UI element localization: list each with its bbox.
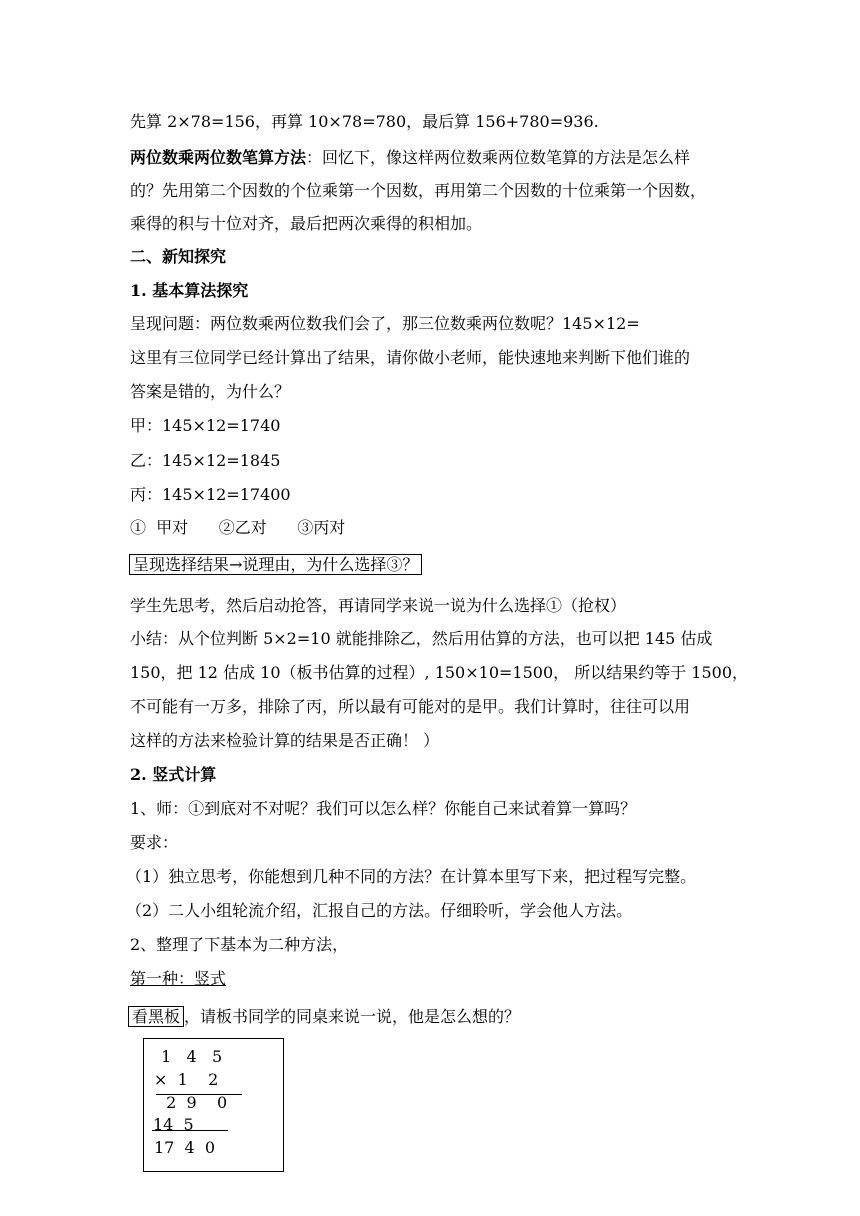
text-span: ：回忆下，像这样两位数乘两位数笔算的方法是怎么样	[306, 148, 691, 167]
boxed-text: 看黑板	[128, 1006, 184, 1027]
underlined-label: 第一种：竖式	[130, 969, 227, 988]
bold-term: 两位数乘两位数笔算方法	[130, 148, 307, 167]
text-line: （2）二人小组轮流介绍，汇报自己的方法。仔细聆听，学会他人方法。	[126, 901, 633, 920]
text-line: 2、整理了下基本为二种方法，	[130, 935, 349, 954]
calc-row: 17 4 0	[154, 1138, 216, 1157]
text-line: 150，把 12 估成 10（板书估算的过程）, 150×10=1500， 所以结果约等于 1500，	[130, 663, 749, 682]
text-line: 1、师：①到底对不对呢？我们可以怎么样？你能自己来试着算一算吗？	[130, 799, 637, 818]
text-line: 小结：从个位判断 5×2=10 就能排除乙，然后用估算的方法，也可以把 145 估成	[130, 629, 713, 648]
section-heading: 二、新知探究	[130, 247, 227, 266]
text-line: 不可能有一万多，排除了丙，所以最有可能对的是甲。我们计算时，往往可以用	[130, 697, 691, 716]
calc-row: × 1 2	[154, 1070, 219, 1089]
text-line: 呈现问题：两位数乘两位数我们会了，那三位数乘两位数呢？145×12=	[130, 314, 640, 333]
boxed-note	[129, 554, 422, 576]
answer-line: 乙：145×12=1845	[130, 451, 281, 470]
text-line	[128, 1006, 520, 1028]
text-line: 答案是错的，为什么？	[130, 382, 291, 401]
text-line: 这样的方法来检验计算的结果是否正确！ ）	[130, 731, 440, 750]
answer-line: 丙：145×12=17400	[130, 485, 291, 504]
answer-line: 甲：145×12=1740	[130, 416, 281, 435]
calc-rule	[152, 1130, 228, 1131]
text-line: 学生先思考，然后启动抢答，再请同学来说一说为什么选择①（抢权）	[130, 596, 627, 615]
text-line: 的？先用第二个因数的个位乘第一个因数，再用第二个因数的十位乘第一个因数，	[130, 181, 707, 200]
calc-row: 2 9 0	[161, 1093, 228, 1112]
text-line: 乘得的积与十位对齐，最后把两次乘得的积相加。	[130, 214, 483, 233]
calc-row: 14 5	[153, 1115, 194, 1134]
subsection-heading: 1. 基本算法探究	[130, 281, 249, 300]
text-line: 这里有三位同学已经计算出了结果，请你做小老师，能快速地来判断下他们谁的	[130, 348, 691, 367]
text-line: （1）独立思考，你能想到几种不同的方法？在计算本里写下来，把过程写完整。	[126, 867, 697, 886]
vertical-calculation-box	[143, 1038, 284, 1172]
text-line	[130, 147, 690, 169]
text-line: 先算 2×78=156，再算 10×78=780，最后算 156+780=936.	[130, 112, 599, 131]
choices-line: ① 甲对 ②乙对 ③丙对	[130, 518, 346, 537]
calc-row: 1 4 5	[156, 1047, 223, 1066]
text-line: 要求：	[130, 833, 179, 852]
boxed-text: 呈现选择结果→说理由，为什么选择③？	[129, 554, 422, 575]
subsection-heading: 2. 竖式计算	[130, 765, 217, 784]
text-span: ，请板书同学的同桌来说一说，他是怎么想的？	[184, 1007, 521, 1026]
